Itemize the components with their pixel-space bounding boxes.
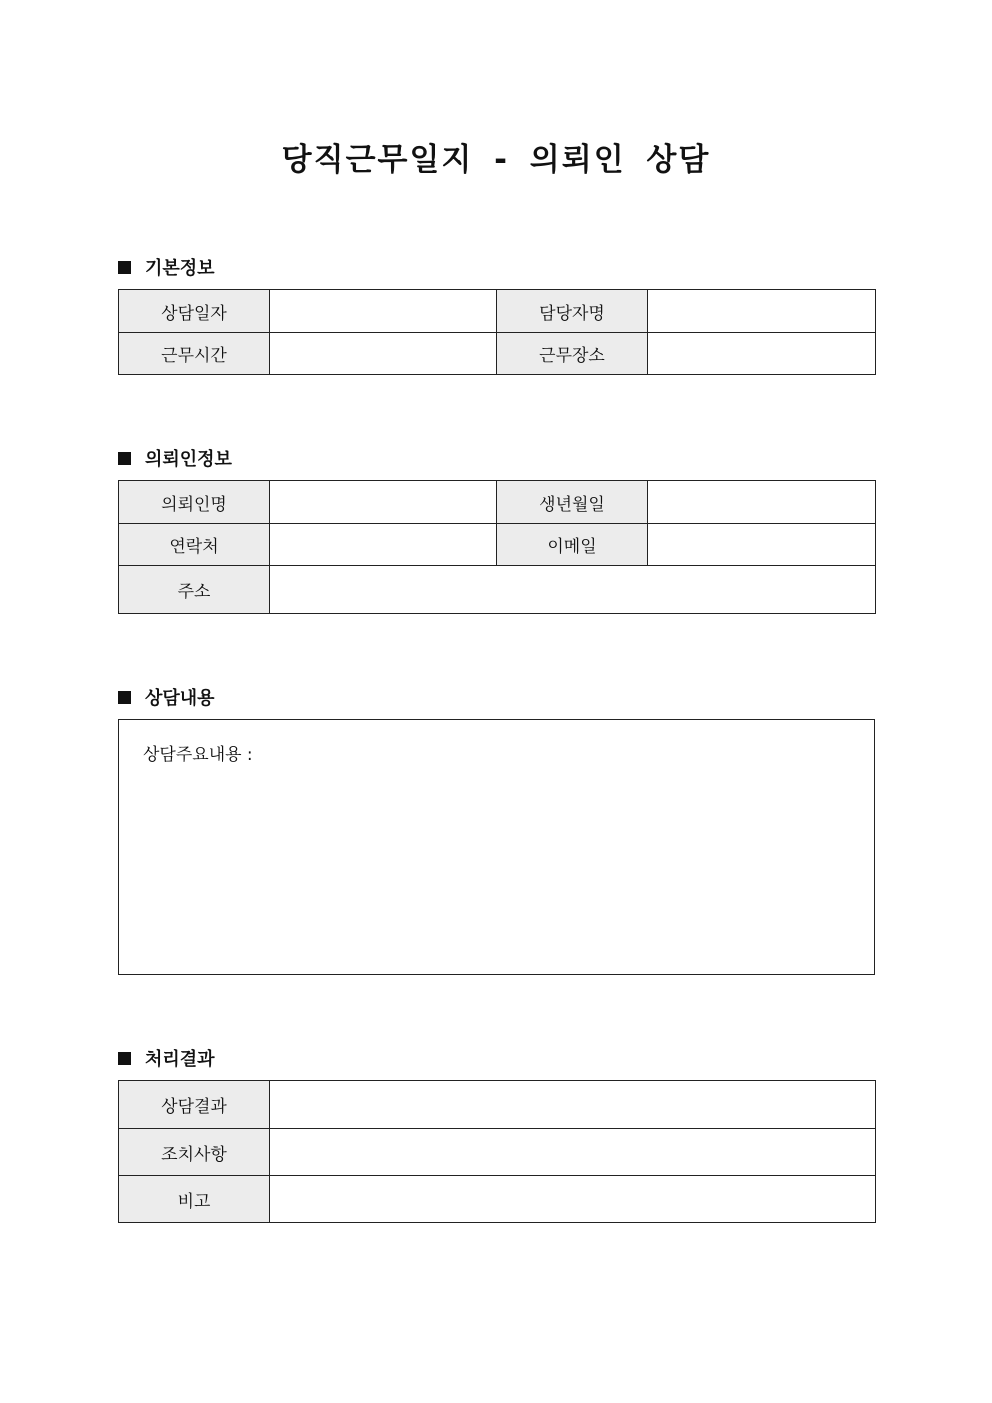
table-row	[119, 1081, 876, 1129]
field-label: 상담일자	[119, 290, 270, 333]
client-info-table	[118, 480, 876, 614]
section-heading-client-info	[118, 445, 232, 471]
table-row	[119, 481, 876, 524]
table-row	[119, 1129, 876, 1176]
field-label: 연락처	[119, 524, 270, 566]
table-row	[119, 524, 876, 566]
email-field[interactable]	[648, 524, 876, 566]
field-label: 주소	[119, 566, 270, 614]
field-label: 상담결과	[119, 1081, 270, 1129]
field-label: 생년월일	[497, 481, 648, 524]
consult-date-field[interactable]	[270, 290, 497, 333]
section-heading-consultation	[118, 684, 215, 710]
field-label: 조치사항	[119, 1129, 270, 1176]
section-heading-basic-info	[118, 254, 215, 280]
remarks-field[interactable]	[270, 1176, 876, 1223]
field-label: 비고	[119, 1176, 270, 1223]
table-row	[119, 333, 876, 375]
work-time-field[interactable]	[270, 333, 497, 375]
page-title: 당직근무일지 - 의뢰인 상담	[281, 142, 711, 178]
square-bullet-icon	[118, 261, 131, 274]
square-bullet-icon	[118, 1052, 131, 1065]
section-title: 상담내용	[145, 688, 215, 709]
result-table	[118, 1080, 876, 1223]
section-heading-result	[118, 1045, 215, 1071]
consult-result-field[interactable]	[270, 1081, 876, 1129]
square-bullet-icon	[118, 691, 131, 704]
field-label: 근무시간	[119, 333, 270, 375]
phone-field[interactable]	[270, 524, 497, 566]
consultation-content-area[interactable]	[118, 719, 875, 975]
action-items-field[interactable]	[270, 1129, 876, 1176]
basic-info-table	[118, 289, 876, 375]
table-row	[119, 566, 876, 614]
work-place-field[interactable]	[648, 333, 876, 375]
table-row	[119, 1176, 876, 1223]
consultation-main-label: 상담주요내용 :	[143, 745, 253, 765]
staff-name-field[interactable]	[648, 290, 876, 333]
field-label: 이메일	[497, 524, 648, 566]
field-label: 담당자명	[497, 290, 648, 333]
field-label: 근무장소	[497, 333, 648, 375]
section-title: 처리결과	[145, 1049, 215, 1070]
birth-date-field[interactable]	[648, 481, 876, 524]
address-field[interactable]	[270, 566, 876, 614]
client-name-field[interactable]	[270, 481, 497, 524]
field-label: 의뢰인명	[119, 481, 270, 524]
table-row	[119, 290, 876, 333]
section-title: 기본정보	[145, 258, 215, 279]
square-bullet-icon	[118, 452, 131, 465]
section-title: 의뢰인정보	[145, 449, 232, 470]
